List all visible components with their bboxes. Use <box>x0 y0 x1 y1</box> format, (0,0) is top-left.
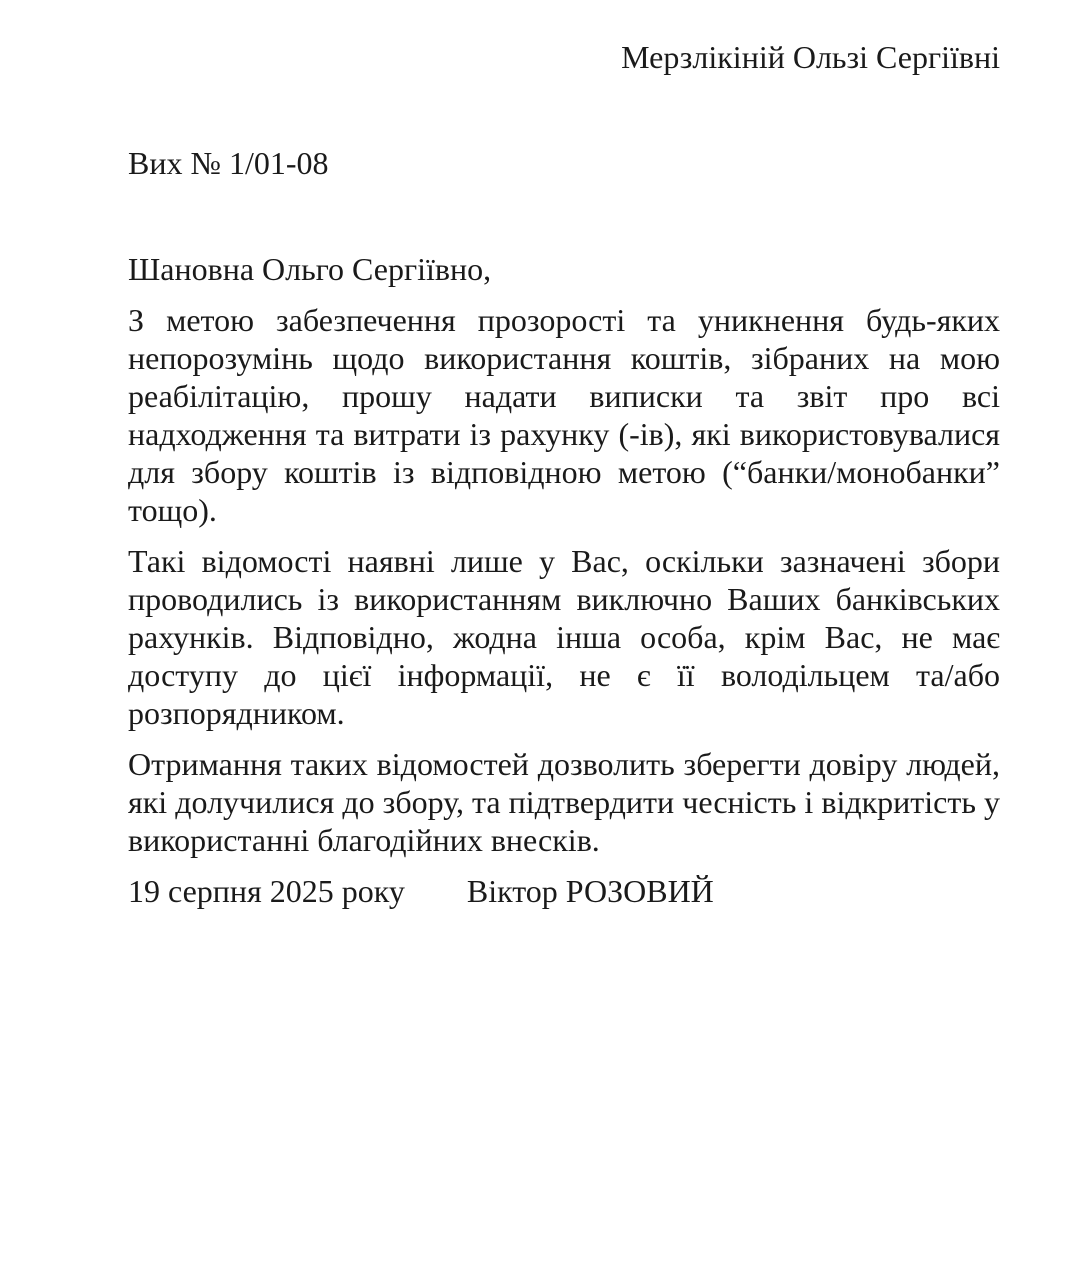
closing-line <box>128 872 1000 910</box>
signer-name: Віктор РОЗОВИЙ <box>466 873 714 909</box>
recipient-line: Мерзлікіній Ользі Сергіївні <box>621 39 1000 75</box>
outgoing-number: Вих № 1/01-08 <box>128 145 329 181</box>
paragraph-reason: Такі відомості наявні лише у Вас, оскільки зазначені збори проводились із використанням виключно Ваших банківських рахунків. Відповідно, жодна інша особа, крім Вас, не має доступу до цієї інформації, не є її володільцем та/або розпорядником. <box>128 543 1000 731</box>
paragraph-request: З метою забезпечення прозорості та уникнення будь-яких непорозумінь щодо використання коштів, зібраних на мою реабілітацію, прошу надати виписки та звіт про всі надходження та витрати із рахунку (-ів), які використовувалися для збору коштів із відповідною метою (“банки/монобанки” тощо). <box>128 302 1000 528</box>
letter-body <box>128 250 1000 910</box>
paragraph-purpose: Отримання таких відомостей дозволить зберегти довіру людей, які долучилися до збору, та підтвердити чесність і відкритість у використанні благодійних внесків. <box>128 746 1000 858</box>
letter-date: 19 серпня 2025 року <box>128 873 405 909</box>
salutation: Шановна Ольго Сергіївно, <box>128 251 492 287</box>
